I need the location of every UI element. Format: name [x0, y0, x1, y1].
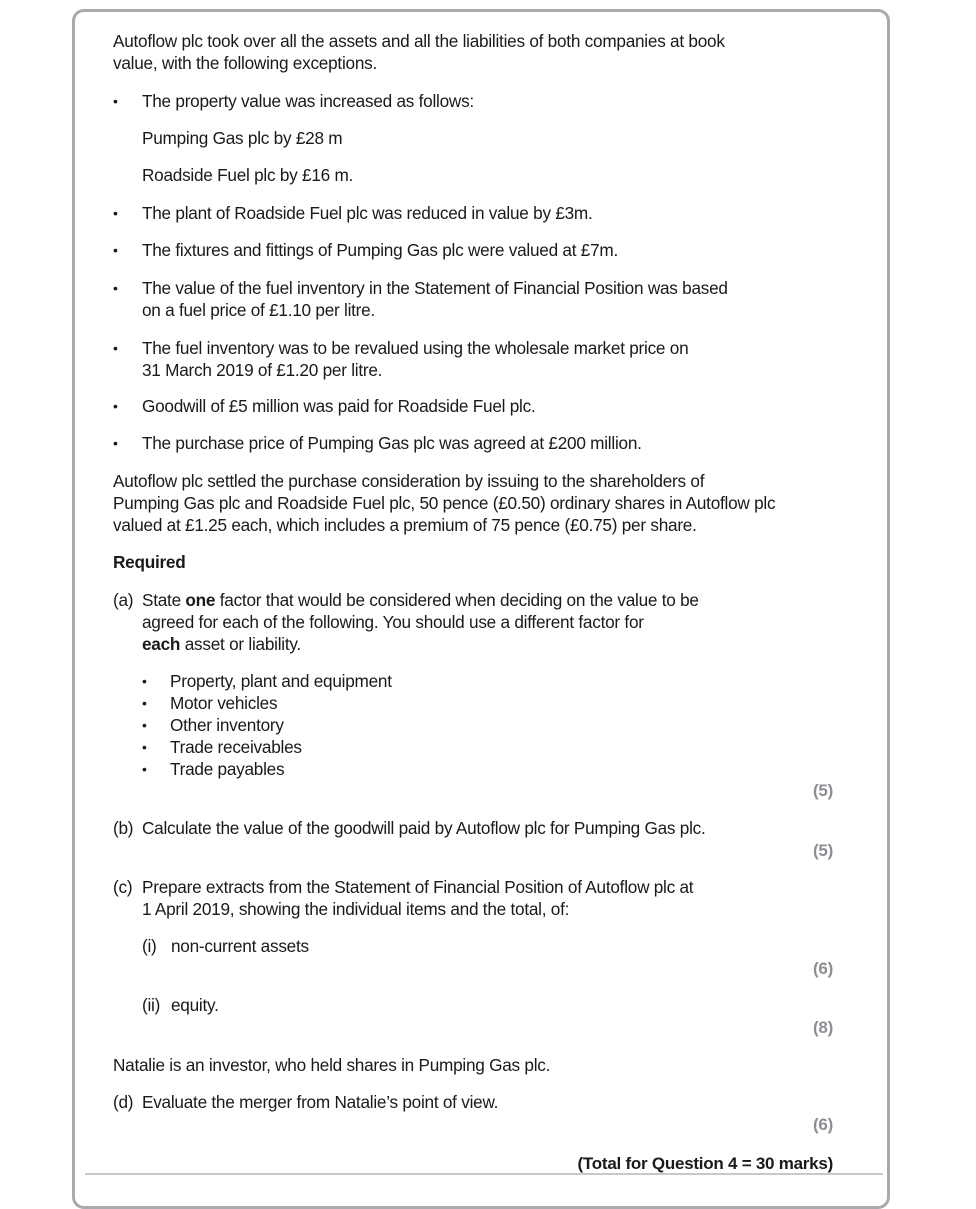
question-a-line-3: each asset or liability. [142, 634, 301, 654]
natalie-intro: Natalie is an investor, who held shares in Pumping Gas plc. [113, 1055, 551, 1075]
property-sub-item-roadside-fuel: Roadside Fuel plc by £16 m. [142, 165, 354, 185]
question-b-text: Calculate the value of the goodwill paid by Autoflow plc for Pumping Gas plc. [142, 818, 706, 838]
bullet-icon: • [142, 695, 147, 711]
bullet-icon: • [113, 280, 118, 296]
question-c-part-ii-marks: (8) [812, 1018, 833, 1037]
bottom-separator-line [85, 1173, 883, 1175]
question-a-line-2: agreed for each of the following. You should use a different factor for [142, 612, 644, 632]
property-sub-item-pumping-gas: Pumping Gas plc by £28 m [142, 128, 343, 148]
question-a-label: (a) [113, 590, 134, 610]
question-d-text: Evaluate the merger from Natalie’s point of view. [142, 1092, 499, 1112]
question-a-marks: (5) [812, 781, 833, 800]
bullet-icon: • [113, 205, 118, 221]
question-total: (Total for Question 4 = 30 marks) [577, 1154, 833, 1173]
bullet-icon: • [142, 761, 147, 777]
bullet-icon: • [113, 242, 118, 258]
bullet-icon: • [142, 717, 147, 733]
bullet-icon: • [142, 739, 147, 755]
bullet-icon: • [113, 93, 118, 109]
question-c-part-i-label: (i) [142, 936, 157, 956]
question-c-line-1: Prepare extracts from the Statement of Financial Position of Autoflow plc at [142, 877, 694, 897]
bullet-icon: • [113, 435, 118, 451]
question-d-marks: (6) [812, 1115, 833, 1134]
question-c-line-2: 1 April 2019, showing the individual items and the total, of: [142, 899, 570, 919]
intro-line-1: Autoflow plc took over all the assets and all the liabilities of both companies at book [113, 31, 725, 51]
question-c-part-ii-text: equity. [171, 995, 219, 1015]
question-c-part-ii-label: (ii) [142, 995, 161, 1015]
required-heading: Required [113, 552, 186, 572]
question-b-marks: (5) [812, 841, 833, 860]
settlement-line-1: Autoflow plc settled the purchase consideration by issuing to the shareholders of [113, 471, 705, 491]
question-c-part-i-marks: (6) [812, 959, 833, 978]
question-d-label: (d) [113, 1092, 134, 1112]
intro-line-2: value, with the following exceptions. [113, 53, 377, 73]
bullet-icon: • [113, 398, 118, 414]
settlement-line-2: Pumping Gas plc and Roadside Fuel plc, 50 pence (£0.50) ordinary shares in Autoflow plc [113, 493, 776, 513]
bullet-icon: • [113, 340, 118, 356]
bullet-icon: • [142, 673, 147, 689]
question-c-part-i-text: non-current assets [171, 936, 309, 956]
question-b-label: (b) [113, 818, 134, 838]
settlement-line-3: valued at £1.25 each, which includes a premium of 75 pence (£0.75) per share. [113, 515, 697, 535]
question-c-label: (c) [113, 877, 133, 897]
question-a-line-1: State one factor that would be considered when deciding on the value to be [142, 590, 699, 610]
